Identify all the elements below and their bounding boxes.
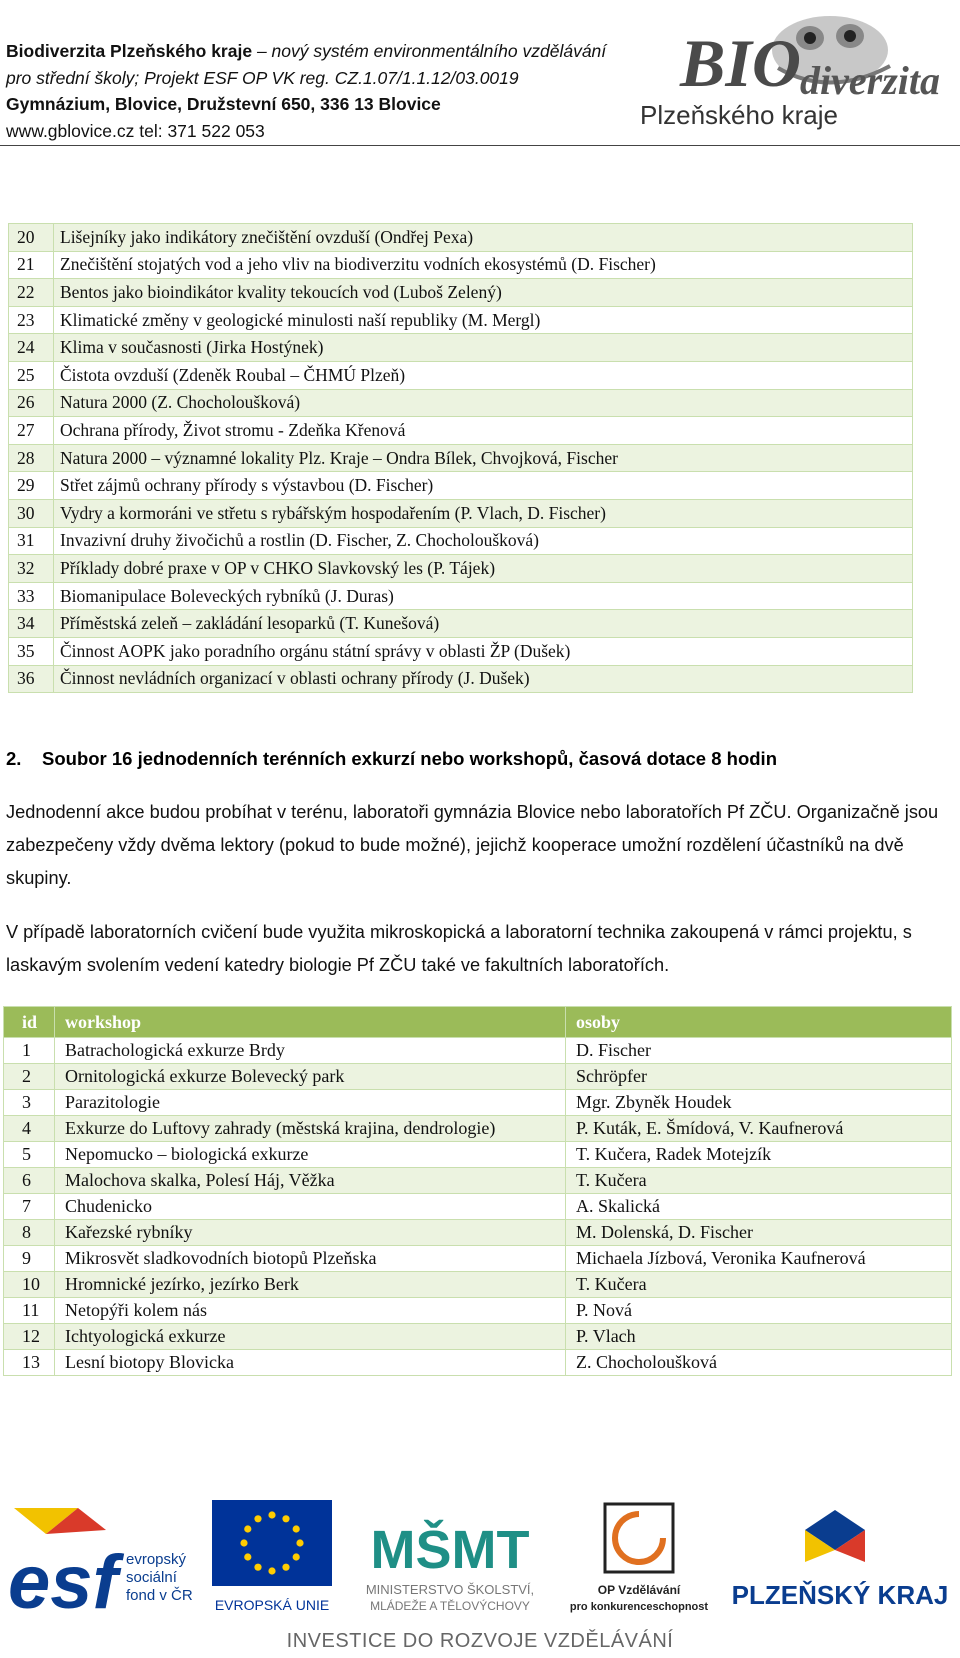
lecture-number: 34	[9, 610, 54, 638]
table-row	[9, 555, 913, 583]
lecture-number: 24	[9, 334, 54, 362]
msmt-logo	[350, 1500, 550, 1618]
lecture-number: 29	[9, 472, 54, 500]
table-row	[9, 306, 913, 334]
workshop-persons: Mgr. Zbyněk Houdek	[566, 1090, 952, 1116]
lecture-title: Čistota ovzduší (Zdeněk Roubal – ČHMÚ Plzeň)	[54, 361, 913, 389]
workshop-persons: Schröpfer	[566, 1064, 952, 1090]
eu-star-icon	[244, 1553, 251, 1560]
lecture-number: 30	[9, 499, 54, 527]
paragraph-2: V případě laboratorních cvičení bude využita mikroskopická a laboratorní technika zakoupená v rámci projektu, s laskavým svolením vedení katedry biologie Pf ZČU také ve fakultních laboratořích.	[6, 922, 912, 975]
workshop-id: 13	[4, 1350, 55, 1376]
table-row	[4, 1142, 952, 1168]
table-row	[4, 1064, 952, 1090]
workshop-name: Netopýři kolem nás	[55, 1298, 566, 1324]
header-osoby: osoby	[566, 1007, 952, 1038]
eu-star-icon	[293, 1553, 300, 1560]
header-line-4: www.gblovice.cz tel: 371 522 053	[6, 120, 265, 141]
opvk-line-1: OP Vzdělávání	[597, 1583, 681, 1597]
workshop-id: 7	[4, 1194, 55, 1220]
workshop-name: Parazitologie	[55, 1090, 566, 1116]
lecture-title: Lišejníky jako indikátory znečištění ovzduší (Ondřej Pexa)	[54, 224, 913, 252]
lecture-title: Činnost AOPK jako poradního orgánu státní správy v oblasti ŽP (Dušek)	[54, 637, 913, 665]
eu-star-icon	[244, 1525, 251, 1532]
header-text	[6, 38, 606, 144]
lecture-title: Klima v současnosti (Jirka Hostýnek)	[54, 334, 913, 362]
eu-star-icon	[254, 1515, 261, 1522]
table-row	[9, 582, 913, 610]
workshop-persons: Z. Chocholoušková	[566, 1350, 952, 1376]
table-row	[4, 1038, 952, 1064]
workshop-name: Malochova skalka, Polesí Háj, Věžka	[55, 1168, 566, 1194]
opvk-logo	[565, 1500, 715, 1618]
paragraph-1: Jednodenní akce budou probíhat v terénu, laboratoři gymnázia Blovice nebo laboratořích Pf ZČU. Organizačně jsou zabezpečeny vždy dvěma lektory (pokud to bude možné), jejichž kooperace umožní rozdělení účastníků na dvě skupiny.	[6, 802, 939, 888]
table-row	[4, 1272, 952, 1298]
table-row	[4, 1168, 952, 1194]
lecture-title: Příklady dobré praxe v OP v CHKO Slavkovský les (P. Tájek)	[54, 555, 913, 583]
lecture-title: Biomanipulace Boleveckých rybníků (J. Duras)	[54, 582, 913, 610]
page-footer	[0, 1500, 960, 1658]
lecture-number: 25	[9, 361, 54, 389]
workshop-name: Nepomucko – biologická exkurze	[55, 1142, 566, 1168]
workshop-name: Lesní biotopy Blovicka	[55, 1350, 566, 1376]
msmt-line-2: MLÁDEŽE A TĚLOVÝCHOVY	[370, 1599, 530, 1613]
table-row	[9, 279, 913, 307]
workshop-name: Kařezské rybníky	[55, 1220, 566, 1246]
table-row	[9, 637, 913, 665]
eu-star-icon	[268, 1511, 275, 1518]
workshop-persons: M. Dolenská, D. Fischer	[566, 1220, 952, 1246]
workshops-table	[3, 1006, 952, 1376]
workshop-id: 10	[4, 1272, 55, 1298]
workshop-name: Exkurze do Luftovy zahrady (městská krajina, dendrologie)	[55, 1116, 566, 1142]
workshop-persons: P. Nová	[566, 1298, 952, 1324]
lecture-title: Střet zájmů ochrany přírody s výstavbou (D. Fischer)	[54, 472, 913, 500]
workshop-persons: D. Fischer	[566, 1038, 952, 1064]
table-row	[4, 1090, 952, 1116]
workshop-id: 6	[4, 1168, 55, 1194]
eu-star-icon	[254, 1564, 261, 1571]
table-row	[9, 472, 913, 500]
header-id: id	[4, 1007, 55, 1038]
lectures-table	[8, 223, 913, 693]
workshop-id: 1	[4, 1038, 55, 1064]
table-row	[9, 444, 913, 472]
page-header	[0, 0, 960, 146]
lecture-title: Natura 2000 (Z. Chocholoušková)	[54, 389, 913, 417]
workshop-name: Mikrosvět sladkovodních biotopů Plzeňska	[55, 1246, 566, 1272]
workshop-name: Ornitologická exkurze Bolevecký park	[55, 1064, 566, 1090]
logo-bio: BIO	[680, 25, 801, 101]
table-row	[4, 1116, 952, 1142]
lecture-number: 28	[9, 444, 54, 472]
eu-label: EVROPSKÁ UNIE	[214, 1597, 330, 1613]
esf-line-1: evropský	[126, 1551, 187, 1568]
workshop-name: Ichtyologická exkurze	[55, 1324, 566, 1350]
lecture-title: Bentos jako bioindikátor kvality tekoucích vod (Luboš Zelený)	[54, 279, 913, 307]
table-row	[9, 251, 913, 279]
table-header-row	[4, 1007, 952, 1038]
lecture-number: 22	[9, 279, 54, 307]
eu-star-icon	[293, 1525, 300, 1532]
workshop-id: 9	[4, 1246, 55, 1272]
eu-star-icon	[296, 1539, 303, 1546]
workshop-persons: T. Kučera	[566, 1272, 952, 1298]
lecture-number: 35	[9, 637, 54, 665]
workshop-name: Batrachologická exkurze Brdy	[55, 1038, 566, 1064]
esf-line-2: sociální	[126, 1569, 177, 1586]
logo-subtitle: Plzeňského kraje	[640, 100, 838, 130]
lecture-title: Natura 2000 – významné lokality Plz. Kraje – Ondra Bílek, Chvojková, Fischer	[54, 444, 913, 472]
lecture-title: Vydry a kormoráni ve střetu s rybářským hospodařením (P. Vlach, D. Fischer)	[54, 499, 913, 527]
eu-star-icon	[282, 1515, 289, 1522]
workshop-persons: A. Skalická	[566, 1194, 952, 1220]
lecture-title: Příměstská zeleň – zakládání lesoparků (T. Kunešová)	[54, 610, 913, 638]
lecture-number: 33	[9, 582, 54, 610]
table-row	[9, 610, 913, 638]
eu-logo	[210, 1500, 335, 1618]
workshop-name: Hromnické jezírko, jezírko Berk	[55, 1272, 566, 1298]
table-row	[9, 499, 913, 527]
lecture-number: 20	[9, 224, 54, 252]
table-row	[9, 389, 913, 417]
header-line-1: Biodiverzita Plzeňského kraje – nový systém environmentálního vzdělávání	[6, 41, 607, 61]
table-row	[9, 665, 913, 693]
logo-diverzita: diverzita	[800, 58, 940, 103]
eu-star-icon	[268, 1567, 275, 1574]
workshop-id: 2	[4, 1064, 55, 1090]
table-row	[9, 417, 913, 445]
table-row	[4, 1246, 952, 1272]
table-row	[4, 1220, 952, 1246]
workshop-id: 8	[4, 1220, 55, 1246]
workshop-id: 5	[4, 1142, 55, 1168]
lecture-title: Znečištění stojatých vod a jeho vliv na biodiverzitu vodních ekosystémů (D. Fischer)	[54, 251, 913, 279]
lecture-title: Klimatické změny v geologické minulosti naší republiky (M. Mergl)	[54, 306, 913, 334]
lecture-number: 31	[9, 527, 54, 555]
table-row	[4, 1194, 952, 1220]
table-row	[9, 334, 913, 362]
workshop-persons: P. Vlach	[566, 1324, 952, 1350]
plzensky-kraj-logo	[725, 1500, 955, 1618]
lecture-number: 27	[9, 417, 54, 445]
header-divider	[0, 145, 960, 146]
opvk-line-2: pro konkurenceschopnost	[569, 1601, 709, 1613]
eu-star-icon	[240, 1539, 247, 1546]
lecture-number: 32	[9, 555, 54, 583]
workshop-name: Chudenicko	[55, 1194, 566, 1220]
esf-logo	[6, 1500, 196, 1625]
lecture-title: Činnost nevládních organizací v oblasti ochrany přírody (J. Dušek)	[54, 665, 913, 693]
workshop-persons: T. Kučera, Radek Motejzík	[566, 1142, 952, 1168]
msmt-mark: MŠMT	[370, 1520, 530, 1580]
workshop-persons: Michaela Jízbová, Veronika Kaufnerová	[566, 1246, 952, 1272]
workshop-id: 12	[4, 1324, 55, 1350]
workshop-persons: T. Kučera	[566, 1168, 952, 1194]
lecture-number: 21	[9, 251, 54, 279]
lecture-number: 23	[9, 306, 54, 334]
eu-star-icon	[282, 1564, 289, 1571]
table-row	[9, 224, 913, 252]
header-workshop: workshop	[55, 1007, 566, 1038]
header-line-2: pro střední školy; Projekt ESF OP VK reg. CZ.1.07/1.1.12/03.0019	[6, 67, 519, 88]
section-heading: 2. Soubor 16 jednodenních terénních exkurzí nebo workshopů, časová dotace 8 hodin	[6, 748, 777, 769]
workshop-id: 4	[4, 1116, 55, 1142]
footer-caption: INVESTICE DO ROZVOJE VZDĚLÁVÁNÍ	[286, 1630, 674, 1652]
biodiverzita-logo	[640, 8, 960, 136]
lecture-number: 36	[9, 665, 54, 693]
table-row	[9, 527, 913, 555]
esf-line-3: fond v ČR	[126, 1587, 193, 1604]
workshop-id: 11	[4, 1298, 55, 1324]
lecture-number: 26	[9, 389, 54, 417]
table-row	[4, 1298, 952, 1324]
table-row	[4, 1350, 952, 1376]
header-line-3: Gymnázium, Blovice, Družstevní 650, 336 13 Blovice	[6, 94, 441, 114]
esf-mark: esf	[8, 1540, 118, 1625]
kraj-emblem-icon	[805, 1510, 865, 1562]
workshop-persons: P. Kuták, E. Šmídová, V. Kaufnerová	[566, 1116, 952, 1142]
lecture-title: Invazivní druhy živočichů a rostlin (D. Fischer, Z. Chocholoušková)	[54, 527, 913, 555]
lecture-title: Ochrana přírody, Život stromu - Zdeňka Křenová	[54, 417, 913, 445]
workshop-id: 3	[4, 1090, 55, 1116]
msmt-line-1: MINISTERSTVO ŠKOLSTVÍ,	[365, 1582, 535, 1597]
table-row	[4, 1324, 952, 1350]
kraj-label: PLZEŇSKÝ KRAJ	[731, 1580, 949, 1610]
table-row	[9, 361, 913, 389]
